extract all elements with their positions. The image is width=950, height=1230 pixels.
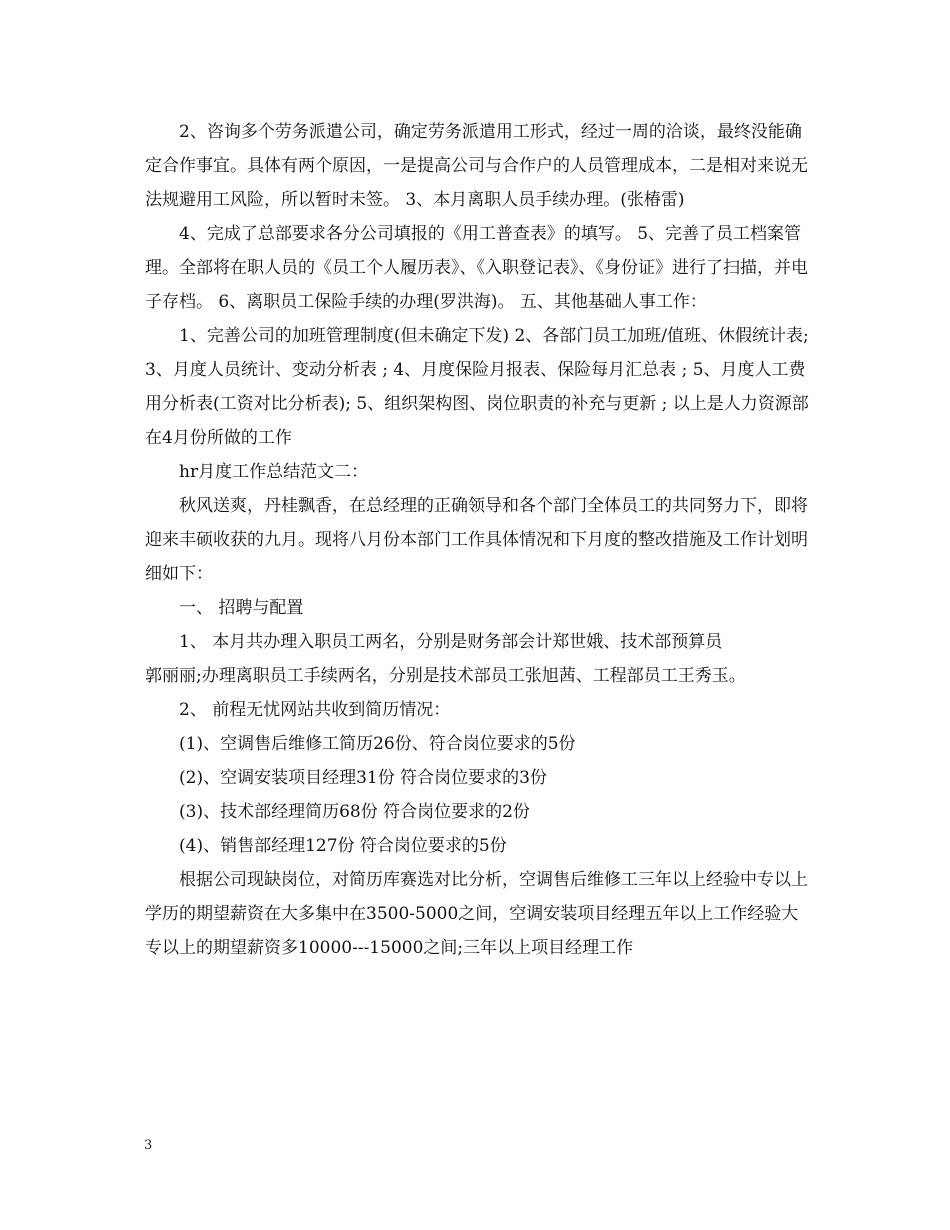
paragraph-continuation: 郭丽丽;办理离职员工手续两名，分别是技术部员工张旭茜、工程部员工王秀玉。: [145, 666, 746, 686]
document-body: [145, 115, 815, 965]
list-item: (3)、技术部经理简历68份 符合岗位要求的2份: [179, 802, 530, 822]
list-item: 2、 前程无忧网站共收到简历情况：: [179, 700, 451, 720]
paragraph: 2、咨询多个劳务派遣公司，确定劳务派遣用工形式，经过一周的洽谈，最终没能确定合作事宜。具体有两个原因，一是提高公司与合作户的人员管理成本，二是相对来说无法规避用工风险，所以暂时未签。 3、本月离职人员手续办理。(张椿雷): [145, 122, 808, 210]
list-item: (1)、空调售后维修工简历26份、符合岗位要求的5份: [179, 734, 576, 754]
paragraph: 1、完善公司的加班管理制度(但未确定下发) 2、各部门员工加班/值班、休假统计表; 3、月度人员统计、变动分析表 ; 4、月度保险月报表、保险每月汇总表 ; 5、月度人工费用分析表(工资对比分析表); 5、组织架构图、岗位职责的补充与更新 ; 以上是人力资源部在4月份所做的工作: [145, 326, 809, 448]
section-heading: 一、 招聘与配置: [179, 598, 304, 618]
list-item: (4)、销售部经理127份 符合岗位要求的5份: [179, 836, 507, 856]
paragraph: 根据公司现缺岗位，对简历库赛选对比分析，空调售后维修工三年以上经验中专以上学历的期望薪资在大多集中在3500-5000之间，空调安装项目经理五年以上工作经验大专以上的期望薪资多10000---15000之间;三年以上项目经理工作: [145, 870, 808, 958]
section-heading: hr月度工作总结范文二：: [179, 462, 369, 482]
list-item: (2)、空调安装项目经理31份 符合岗位要求的3份: [179, 768, 547, 788]
page-number: 3: [144, 1138, 153, 1153]
paragraph: 4、完成了总部要求各分公司填报的《用工普查表》的填写。 5、完善了员工档案管理。全部将在职人员的《员工个人履历表》、《入职登记表》、《身份证》进行了扫描，并电子存档。 6、离职员工保险手续的办理(罗洪海)。 五、其他基础人事工作：: [145, 224, 808, 312]
paragraph: 秋风送爽，丹桂飘香，在总经理的正确领导和各个部门全体员工的共同努力下，即将迎来丰硕收获的九月。现将八月份本部门工作具体情况和下月度的整改措施及工作计划明细如下：: [145, 496, 808, 584]
list-item: 1、 本月共办理入职员工两名，分别是财务部会计郑世娥、技术部预算员: [179, 632, 723, 652]
